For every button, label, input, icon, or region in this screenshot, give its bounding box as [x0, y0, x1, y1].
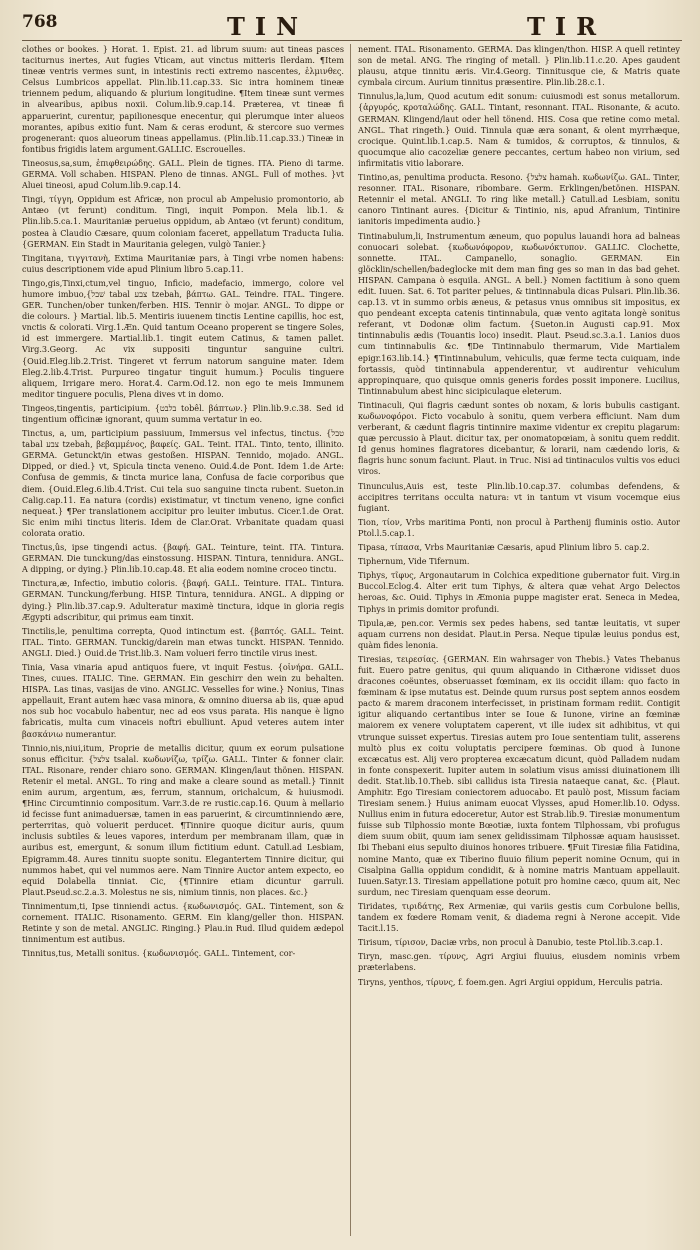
dictionary-entry: Tipasa, τίπασα, Vrbs Mauritaniæ Cæsaris, apud Plinium libro 5. cap.2. [358, 542, 650, 553]
dictionary-entry: Tinnulus,la,lum, Quod acutum edit sonum: cuiusmodi est sonus metallorum. {ἀργυρός, κροταλώδης. GALL. Tintant, resonnant. ITAL. Risonante, & acuto. GERMAN. Klingend/laut oder hell tönend. HIS. Cosa que retine como metal. ANGL. That ringeth.} Ouid. Tinnula quæ æra sonant, & olent myrrhæque, crocique. Quint.lib.1.cap.5. Nam & tumidos, & corruptos, & tinnulos, & quocumque alio cacozeliæ genere peccantes, certum habeo non virium, sed infirmitatis vitio laborare. [358, 91, 680, 168]
dictionary-entry: Tingitana, τιγγιτανὴ, Extima Mauritaniæ pars, à Tingi vrbe nomen habens: cuius descriptionem vide apud Plinium libro 5.cap.11. [22, 252, 344, 274]
page-number: 768 [22, 12, 58, 32]
dictionary-entry: Tintinaculi, Qui flagris cædunt sontes ob noxam, & loris bubulis castigant. κωδωνοφόροι. Ficto vocabulo à sonitu, quem verbera efficiunt. Nam dum verberant, & cædunt flagris tintinnire maxime videntur ex crepitu plagarum: quæ percussio à Plaut. dicitur tax, per onomatopœiam, à sonitu quem reddit. Id genus homines flagratores dicebantur, & lorarii, nam cædendo loris, & flagris hunc sonum faciunt. Plaut. in Truc. Nisi ad tintinaculos vultis vos educi viros. [358, 399, 680, 477]
dictionary-entry: Tinctura,æ, Infectio, imbutio coloris. {βαφή. GALL. Teinture. ITAL. Tintura. GERMAN. Tunckung/ferbung. HISP. Tintura, tennidura. ANGL. A dipping or dying.} Plin.lib.37.cap.9. Adulteratur maximè tinctura, idque in gloria regis Ægypti adscribitur, qui primus eam tinxit. [22, 578, 344, 622]
dictionary-entry: Tingo,gis,Tinxi,ctum,vel tinguo, Inficio, madefacio, immergo, colore vel humore imbuo,{שׁבל tabal צבע tzebah, βάπτω. GAL. Teindre. ITAL. Tingere. GER. Tunchen/ober tunken/ferben. HIS. Tennir ò mojar. ANGL. To dippe or die colours. } Martial. lib.5. Mentiris iuuenem tinctis Lentine capillis, hoc est, vnctis & colorati. Virg.1.Æn. Quid tantum Oceano properent se tingere Soles, id est immergere. Martial.lib.1. tingit eutem Catinus, & tamen pallet. Virg.3.Georg. Ac vix suppositi tinguntur sanguine cultri. {Ouid.Eleg.lib.2.Trist. Tingeret vt ferrum natorum sanguine mater. Idem Eleg.2.lib.4.Trist. Purpureo tingatur tinguit humum.} Poculis tinguere aliquem, Irrigare mero. Horat.4. Carm.Od.12. non ego te meis Immunem meditor tinguere poculis, Plena dives vt in domo. [22, 277, 344, 399]
dictionary-entry: Tinctus,ûs, ipse tingendi actus. {βαφή. GAL. Teinture, teint. ITA. Tintura. GERMAN. Die tunckung/das einstossung. HISPAN. Tintura, tennidura. ANGL. A dipping, or dying.} Plin.lib.10.cap.48. Et alia eodem nomine croceo tinctu. [22, 542, 344, 575]
right-column [358, 44, 680, 1238]
dictionary-entry: Tiryns, yenthos, τίρυνς, f. foem.gen. Agri Argiui oppidum, Herculis patria. [358, 976, 663, 987]
header-rule [22, 40, 682, 41]
dictionary-entry: Tinnitus,tus, Metalli sonitus. {κωδωνισμός. GALL. Tintement, cor- [22, 948, 296, 959]
page-header [22, 12, 682, 40]
left-column [22, 44, 344, 1238]
dictionary-entry: Tinnimentum,ti, Ipse tinniendi actus. {κωδωνισμός. GAL. Tintement, son & cornement. ITALIC. Risonamento. GERM. Ein klang/geller thon. HISPAN. Retinte y son de metal. ANGLIC. Ringing.} Plau.in Rud. Illud quidem ædepol tinnimentum est autibus. [22, 900, 344, 945]
dictionary-entry: Tirisum, τίρισον, Daciæ vrbs, non procul à Danubio, teste Ptol.lib.3.cap.1. [358, 937, 663, 948]
dictionary-entry: Tipula,æ, pen.cor. Vermis sex pedes habens, sed tantæ leuitatis, vt super aquam currens non desidat. Plaut.in Persa. Neque tipulæ leuius pondus est, quàm fides lenonia. [358, 617, 680, 650]
dictionary-entry: Tinunculus,Auis est, teste Plin.lib.10.cap.37. columbas defendens, & accipitres territans occulta natura: vt in tantum vt visum vocemque eius fugiant. [358, 480, 680, 513]
running-head-left: TIN [227, 12, 309, 41]
dictionary-entry: Tineosus,sa,sum, ἐπιφθειρώδης. GALL. Plein de tignes. ITA. Pieno di tarme. GERMA. Voll schaben. HISPAN. Pleno de tinnas. ANGL. Full of mothes. }vt Aluei tineosi, apud Colum.lib.9.cap.14. [22, 157, 344, 191]
dictionary-entry: Tinctus, a, um, participium passiuum, Immersus vel infectus, tinctus. {טבל tabal צבע tzebah, βεβαμμένος, βαφείς. GAL. Teint. ITAL. Tinto, tento, illinito. GERMA. Getunckt/in etwas gestoßen. HISPAN. Tennido, mojado. ANGL. Dipped, or died.} vt, Spicula tincta veneno. Ouid.4.de Pont. Idem 1.de Arte: Confusa de gemmis, & tincta murice lana, Confusa de facie corporibus que diem. {Ouid.Eleg.6.lib.4.Trist. Cui tela suo sanguine tincta rubent. Sueton.in Calig.cap.11. Ea natura (cordis) existimatur, vt tinctum veneno, igne confici nequeat.} ¶Per translationem accipitur pro leuiter imbutus. Cicer.1.de Orat. Sic enim mihi tinctus literis. Idem de Clar.Orat. Vrbanitate quadam quasi colorata oratio. [22, 428, 344, 538]
dictionary-entry: Tintinabulum,li, Instrumentum æneum, quo populus lauandi hora ad balneas conuocari solebat. {κωδωνόφορον, κωδωνόκτυπον. GALLIC. Clochette, sonnette. ITAL. Campanello, sonaglio. GERMAN. Ein glöcklin/schellen/badeglocke mit dem man fing ges so man in das bad gehet. HISPAN. Campana ò esquila. ANGL. A bell.} Nomen factitium à sono quem edit. Iuuen. Sat. 6. Tot pariter pelues, & tintinnabula dicas Pulsari. Plin.lib.36. cap.13. vt in summo orbis æneus, & petasus vnus omnibus sit impositus, ex quo pendeant excepta catenis tintinnabula, quæ vento agitata longè sonitus referant, vt Dodonæ olim factum. {Sueton.in Augusti cap.91. Mox tintinnabulis ædis (Touantis loco) insedit. Plaut. Pseud.sc.3.a.1. Lanios duos cum tintinnabulis &c. ¶De Tintinnabulo thermarum, Vide Martialem epigr.163.lib.14.} ¶Tintinnabulum, vehiculis, quæ ferme tecta cuiquam, inde fortassis, quòd tintinnabula appenderentur, vt audirentur vehiculum appropinquare, quo quisque omnis generis fordes possit imponere. Lucilius, Tintinnabulum abest hinc sicipiculaque eleterum. [358, 230, 680, 396]
running-head-right: TIR [527, 12, 607, 41]
dictionary-entry: clothes or bookes. } Horat. 1. Epist. 21. ad librum suum: aut tineas pasces taciturnus inertes, Aut fugies Vticam, aut vinctus mitteris Ilerdam. ¶Item tineæ ventris vermes sunt, in intestinis recti extremo nascentes, ἑλμινθες. Celsus Lumbricos appellat. Plin.lib.11.cap.33. Sic intra hominem tineæ triennem pedum, aliquando & plurium longitudine. ¶Item tineæ sunt vermes in alvearibus, apibus noxii. Colum.lib.9.cap.14. Præterea, vt tineæ fi apparuerint, curentur, papilionesque enecentur, qui plerumque inter alueos morantes, apibus exitio funt. Nam & ceras erodunt, & stercore suo vermes progenerant: quos alueorum tineas appellamus. (Plin.lib.11.cap.33.) Tineæ in fontibus frigidis latem argument.GALLIC. Escrouelles. [22, 44, 344, 154]
dictionary-entry: nement. ITAL. Risonamento. GERMA. Das klingen/thon. HISP. A quell retintey son de metal. ANG. The ringing of metall. } Plin.lib.11.c.20. Apes gaudent plausu, atque tinnitu æris. Vir.4.Georg. Tinnitusque cie, & Matris quate cymbala circum. Aurium tinnitus præsentire. Plin.lib.28.c.1. [358, 44, 680, 88]
dictionary-entry: Tinia, Vasa vinaria apud antiquos fuere, vt inquit Festus. {οἰνήρα. GALL. Tines, cuues. ITALIC. Tine. GERMAN. Ein geschirr den wein zu behalten. HISPA. Las tinas, vasijas de vino. ANGLIC. Vesselles for wine.} Nonius, Tinas appellauit, Erant autem hæc vasa minora, & omnino diuersa ab iis, quæ apud nos sub hoc vocabulo habentur, nec ad eos vsus parata. His nanque è ligno fabricatis, multa cum vinaceis noftri ebulliunt. Apud veteres autem inter βασκάνιω numerantur. [22, 661, 344, 739]
dictionary-entry: Tiphys, τῖφυς, Argonautarum in Colchica expeditione gubernator fuit. Virg.in Buccol.Eclog.4. Alter erit tum Tiphys, & altera quæ vehat Argo Delectos heroas, &c. Ouid. Tiphys in Æmonia puppe magister erat. Seneca in Medea, Tiphys in primis domitor profundi. [358, 570, 680, 614]
dictionary-entry: Tion, τίον, Vrbs maritima Ponti, non procul à Parthenij fluminis ostio. Autor Ptol.l.5.cap.1. [358, 516, 680, 538]
dictionary-entry: Tinctilis,le, penultima correpta, Quod intinctum est. {βαπτός. GALL. Teint. ITAL. Tinto. GERMAN. Tunckig/darein man etwas tunckt. HISPAN. Tennido. ANGLI. Died.} Ouid.de Trist.lib.3. Nam volueri ferro tinctile virus inest. [22, 625, 344, 658]
dictionary-entry: Tiphernum, Vide Tifernum. [358, 556, 470, 567]
dictionary-entry: Tingeos,tingentis, participium. {בלבט tobêl. βάπτων.} Plin.lib.9.c.38. Sed id tingentium officinæ ignorant, quum summa vertatur in eo. [22, 402, 344, 424]
dictionary-entry: Tiridates, τιριδάτης, Rex Armeniæ, qui variis gestis cum Corbulone bellis, tandem ex fœdere Romam venit, & diadema regni à Nerone accepit. Vide Tacit.l.15. [358, 900, 680, 934]
dictionary-entry: Tinnio,nis,niui,itum, Proprie de metallis dicitur, quum ex eorum pulsatione sonus efficitur. {צלצל tsalal. κωδωνίζω, τρίζω. GALL. Tinter & fonner clair. ITAL. Risonare, render chiaro sono. GERMAN. Klingen/laut thönen. HISPAN. Retenir el metal. ANGL. To ring and make a cleare sound as metall.} Tinnit enim aurum, argentum, æs, ferrum, stannum, orichalcum, & huiusmodi. ¶Hinc Circumtinnio compositum. Varr.3.de re rustic.cap.16. Quum à mellario id fecisse funt animaduersæ, tamen in eas paruerint, & circumtinniendo ære, perterritas, quò voluerit perducet. ¶Tinnire quoque dicitur auris, quum inclusis subtiles & leues vapores, interdum per membranam illam, quæ in auribus est, emergunt, & sonum illum fictitium edunt. Catull.ad Lesbiam, Epigramm.48. Aures tinnitu suopte sonitu. Elegantertem Tinnire dicitur, qui nummos habet, qui vel nummos aere. Nam Tinnire Auctor antem expecto, eo equid Dolabella tinniat. Cic, {¶Tinnire etiam dicuntur garruli. Plaut.Pseud.sc.2.a.3. Molestus ne sis, nimium tinnis, non places. &c.} [22, 742, 344, 897]
column-divider [350, 44, 351, 1236]
dictionary-entry: Tintino,as, penultima producta. Resono. {צלצל hamah. κωδωνίζω. GAL. Tinter, resonner. ITAL. Risonare, ribombare. Germ. Erklingen/betönen. HISPAN. Retennir el metal. ANGLI. To ring like metall.} Catull.ad Lesbiam, sonitu canoro Tintinant aures. {Dicitur & Tintinio, nis, apud Afranium, Tintinire ianitoris impedimenta audio.} [358, 172, 680, 227]
dictionary-entry: Tiresias, τειρεσίας. {GERMAN. Ein wahrsager von Thebis.} Vates Thebanus fuit. Euero patre genitus, qui quum aliquando in Cithærone vidisset duos dracones coëuntes, obseruasset fœminam, ex iis occidit illam: quo facto in fœminam & ipse mutatus est. Deinde quum rursus post septem annos eosdem pacto & marem draconem interfecisset, in pristinam formam rediit. Contigit igitur aliquando certantibus inter se Ioue & Iunone, virine an fœminæ maiorem ex venere voluptatem caperent, vt ille iudex sit adhibitus, vt qui vtrunque suisset expertus. Tiresias autem pro Ioue sententiam tulit, asserens multò plus ex coitu voluptatis percipere fœminas. Ob quod à Iunone excæcatus est. Alij vero propterea excæcatum dicunt, quòd Palladem nudam in fonte conspexerit. Iupiter autem in solatium visus amissi diuinationem illi dedit. Stat.lib.10.Theb. sibi callidus ista Tiresia nataeque canat, &c. {Plaut. Amphitr. Ego Tiresiam coniectorem aduocabo. Et paulò post, Missum faciam Tiresiam senem.} Huius animam euocat Vlysses, apud Homer.lib.10. Odyss. Nullius enim in futura edoceretur, Autor est Strab.lib.9. Tiresiæ monumentum fuisse sub Tilphossio monte Bœotiæ, iuxta fontem Tilphossam, vbi profugus diem suum obiit, quum iam senex gelidissimam Tilphossæ aquam hausisset. Ibi Thebani eius sepulto diuinos honores tribuere. ¶Fuit Tiresiæ filia Fatidina, nomine Manto, quæ ex Tiberino fluuio filium peperit nomine Ocnum, qui in Cisalpina Gallia oppidum condidit, & à nomine matris Mantuam appellauit. Iuuen.Satyr.13. Tiresiam appellatione potuit pro homine cæco, quum ait, Nec surdum, nec Tiresiam quenquam esse deorum. [358, 653, 680, 897]
dictionary-entry: Tingi, τίγγη, Oppidum est Africæ, non procul ab Ampelusio promontorio, ab Antæo (vt ferunt) conditum. Tingi, inquit Pompon. Mela lib.1. & Plin.lib.5.ca.1. Mauritaniæ perueius oppidum, ab Antæo (vt ferunt) conditum, postea à Claudio Cæsare, quum coloniam faceret, appellatum Traducta Iulia. {GERMAN. Ein Stadt in Mauritania gelegen, vulgò Tanier.} [22, 194, 344, 249]
dictionary-entry: Tiryn, masc.gen. τίρυνς, Agri Argiui fluuius, eiusdem nominis vrbem præterlabens. [358, 951, 680, 973]
